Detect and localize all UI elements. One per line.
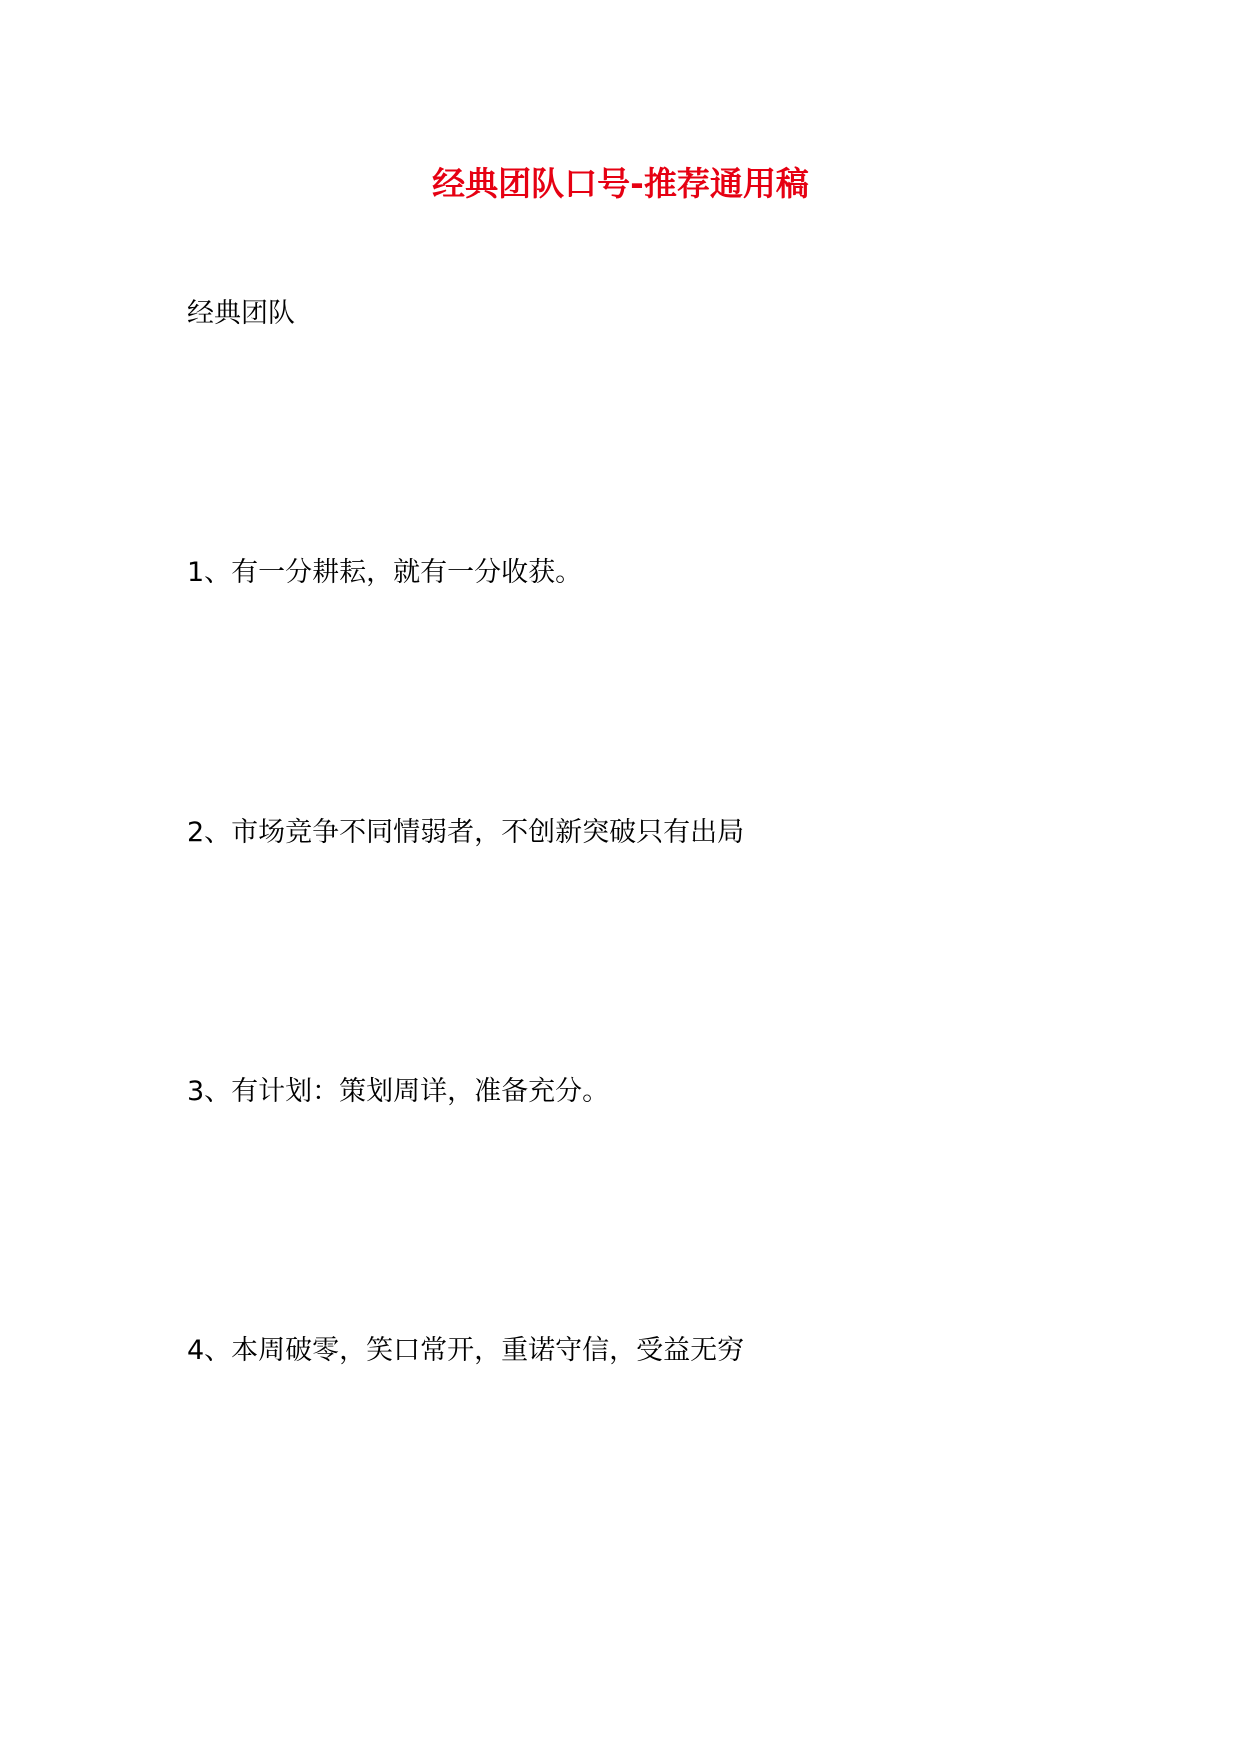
document-title: 经典团队口号-推荐通用稿 — [432, 164, 809, 203]
slogan-item-3: 3、有计划：策划周详，准备充分。 — [187, 1076, 610, 1107]
slogan-item-4: 4、本周破零，笑口常开，重诺守信，受益无穷 — [187, 1335, 745, 1366]
slogan-item-2: 2、市场竞争不同情弱者，不创新突破只有出局 — [187, 817, 745, 848]
intro-line: 经典团队 — [187, 298, 295, 329]
slogan-item-1: 1、有一分耕耘，就有一分收获。 — [187, 557, 583, 588]
